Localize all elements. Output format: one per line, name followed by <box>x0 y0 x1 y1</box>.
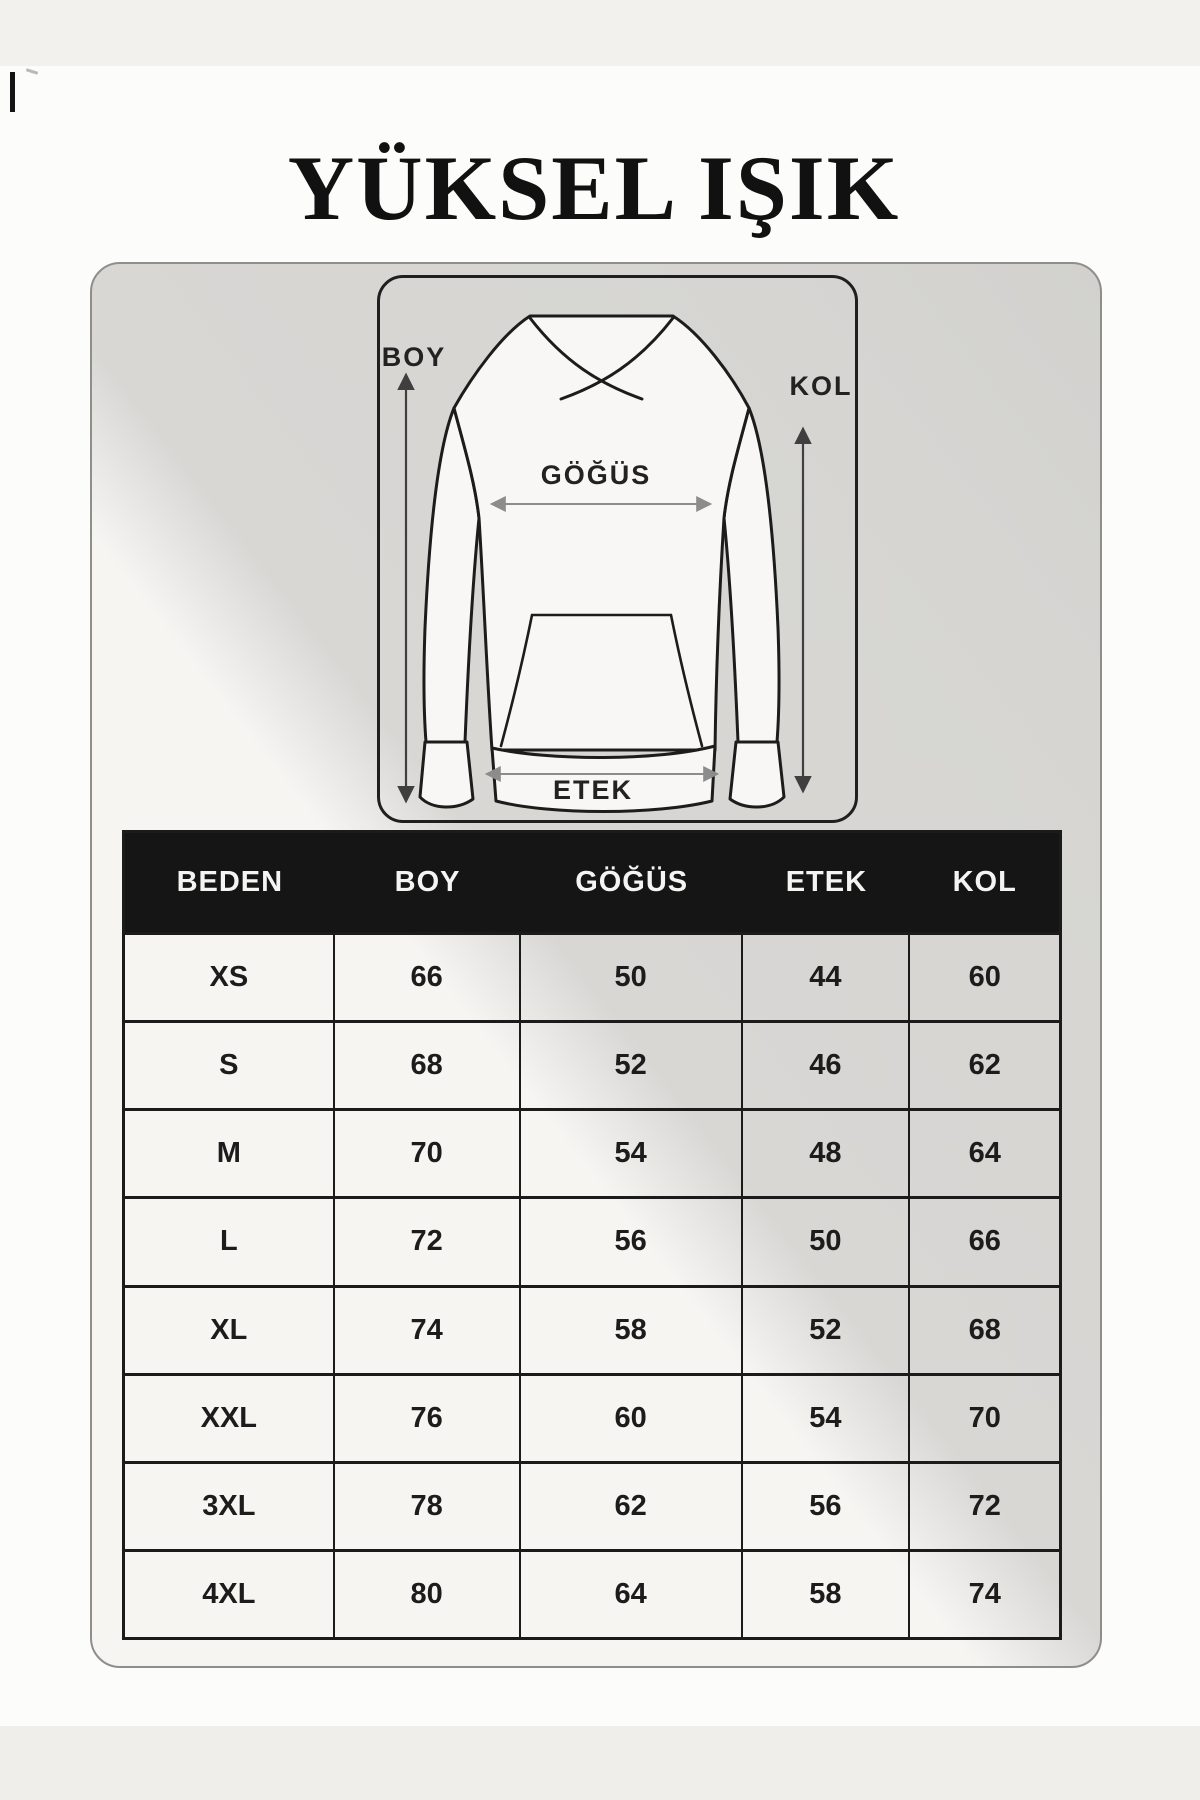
scanner-edge-band-top <box>0 0 1200 66</box>
size-cell: XL <box>125 1285 335 1373</box>
value-cell: 80 <box>335 1549 521 1637</box>
value-cell: 70 <box>910 1373 1059 1461</box>
value-cell: 54 <box>743 1373 910 1461</box>
size-cell: S <box>125 1020 335 1108</box>
value-cell: 68 <box>335 1020 521 1108</box>
column-header: KOL <box>910 833 1059 932</box>
value-cell: 52 <box>521 1020 743 1108</box>
value-cell: 74 <box>335 1285 521 1373</box>
value-cell: 60 <box>910 932 1059 1020</box>
value-cell: 62 <box>910 1020 1059 1108</box>
value-cell: 46 <box>743 1020 910 1108</box>
value-cell: 56 <box>521 1196 743 1284</box>
scan-artifact-dash <box>10 72 15 112</box>
value-cell: 64 <box>521 1549 743 1637</box>
value-cell: 56 <box>743 1461 910 1549</box>
value-cell: 52 <box>743 1285 910 1373</box>
scanner-edge-band-bottom <box>0 1726 1200 1800</box>
value-cell: 76 <box>335 1373 521 1461</box>
size-cell: L <box>125 1196 335 1284</box>
scan-artifact-tick <box>26 68 38 75</box>
right-cuff <box>730 742 784 807</box>
value-cell: 60 <box>521 1373 743 1461</box>
hoodie-diagram <box>380 278 855 820</box>
value-cell: 62 <box>521 1461 743 1549</box>
column-header: ETEK <box>743 833 910 932</box>
value-cell: 68 <box>910 1285 1059 1373</box>
size-cell: M <box>125 1108 335 1196</box>
left-cuff <box>420 742 473 807</box>
value-cell: 58 <box>743 1549 910 1637</box>
value-cell: 48 <box>743 1108 910 1196</box>
value-cell: 50 <box>743 1196 910 1284</box>
value-cell: 72 <box>910 1461 1059 1549</box>
etek-label: ETEK <box>552 775 634 805</box>
column-header: BOY <box>335 833 521 932</box>
value-cell: 66 <box>335 932 521 1020</box>
value-cell: 66 <box>910 1196 1059 1284</box>
gogus-label: GÖĞÜS <box>540 460 652 490</box>
value-cell: 58 <box>521 1285 743 1373</box>
size-cell: XXL <box>125 1373 335 1461</box>
page-title: YÜKSEL IŞIK <box>287 137 901 239</box>
value-cell: 70 <box>335 1108 521 1196</box>
value-cell: 54 <box>521 1108 743 1196</box>
value-cell: 44 <box>743 932 910 1020</box>
size-cell: XS <box>125 932 335 1020</box>
value-cell: 78 <box>335 1461 521 1549</box>
column-header: BEDEN <box>125 833 335 932</box>
column-header: GÖĞÜS <box>521 833 743 932</box>
value-cell: 64 <box>910 1108 1059 1196</box>
value-cell: 50 <box>521 932 743 1020</box>
size-cell: 3XL <box>125 1461 335 1549</box>
boy-label: BOY <box>381 342 447 372</box>
hoodie-diagram-box <box>377 275 858 823</box>
value-cell: 74 <box>910 1549 1059 1637</box>
kol-label: KOL <box>789 371 853 401</box>
size-cell: 4XL <box>125 1549 335 1637</box>
size-table <box>122 830 1062 1640</box>
value-cell: 72 <box>335 1196 521 1284</box>
